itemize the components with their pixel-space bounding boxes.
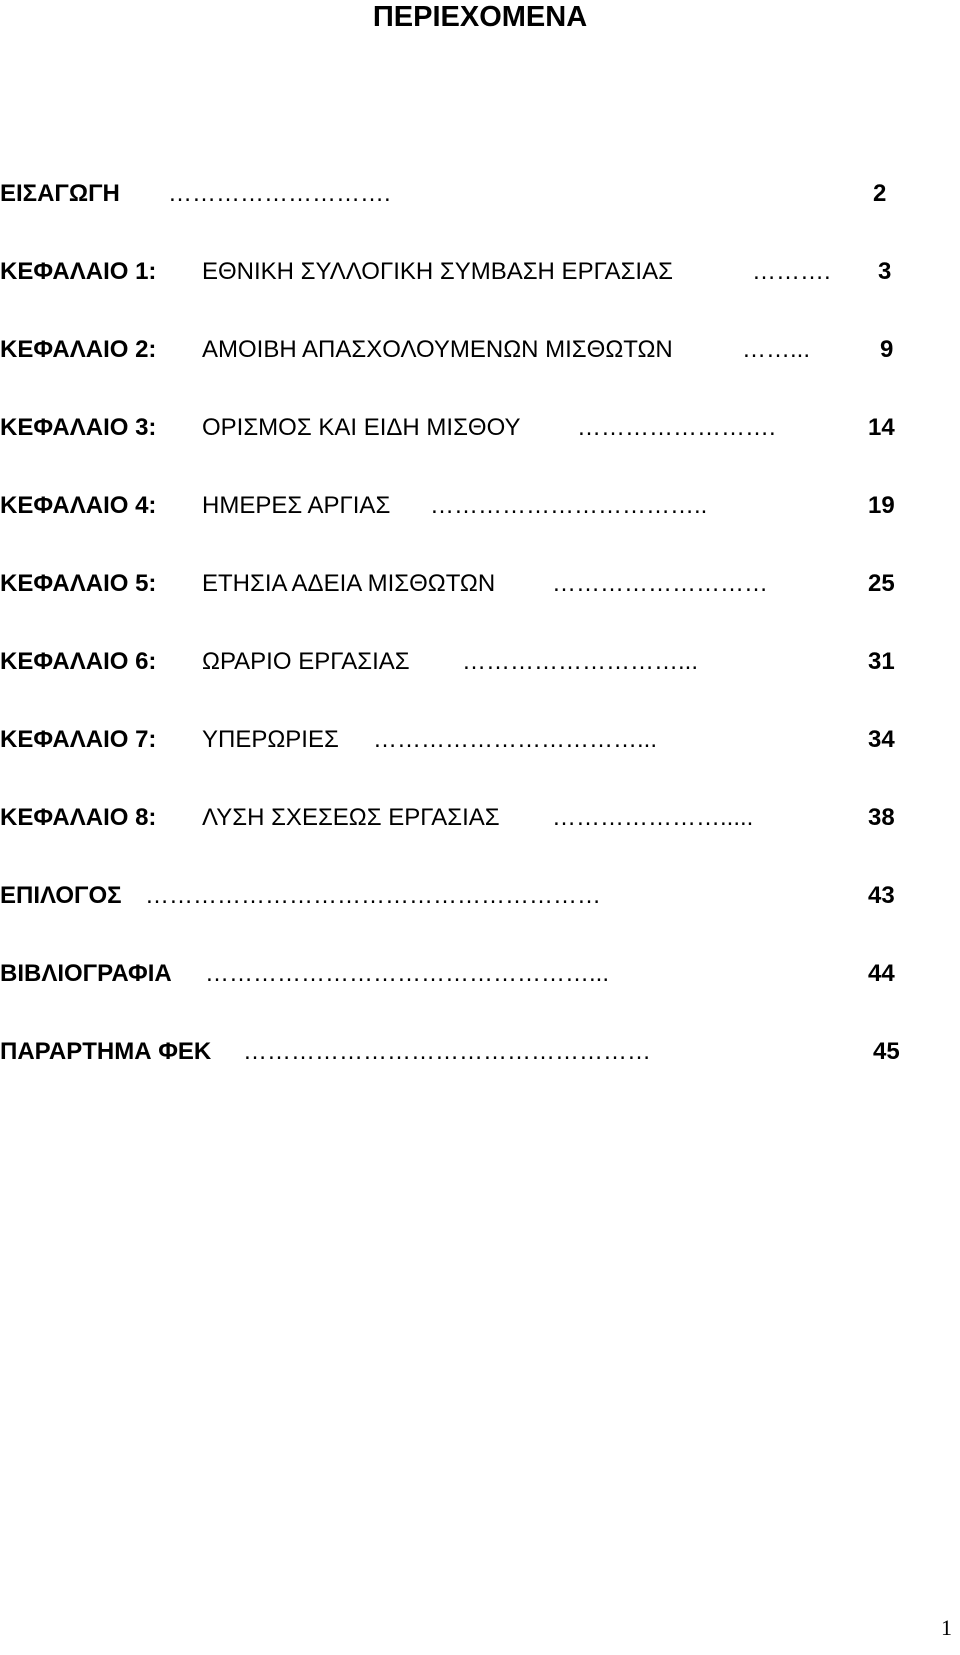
toc-entry-label: ΚΕΦΑΛΑΙΟ 1:: [0, 258, 157, 285]
toc-entry-appendix[interactable]: [0, 1035, 900, 1069]
toc-entry-page: 25: [868, 570, 895, 597]
toc-entry-page: 3: [878, 258, 892, 285]
toc-entry-page: 38: [868, 804, 895, 831]
toc-entry-label: ΕΠΙΛΟΓΟΣ: [0, 882, 122, 909]
toc-entry-dots: ………………….....: [552, 804, 754, 831]
page-number: 1: [941, 1615, 952, 1640]
toc-entry-page: 2: [873, 180, 887, 207]
toc-entry-label: ΚΕΦΑΛΑΙΟ 4:: [0, 492, 157, 519]
toc-entry-page: 14: [868, 414, 895, 441]
toc-entry-page: 44: [868, 960, 895, 987]
toc-entry-chapter-title: ΗΜΕΡΕΣ ΑΡΓΙΑΣ: [202, 492, 391, 519]
toc-entry-chapter-5[interactable]: [0, 567, 900, 601]
toc-entry-dots: …………………………………………………: [145, 882, 601, 909]
toc-entry-label: ΒΙΒΛΙΟΓΡΑΦΙΑ: [0, 960, 172, 987]
toc-entry-bibliography[interactable]: [0, 957, 900, 991]
toc-entry-label: ΚΕΦΑΛΑΙΟ 7:: [0, 726, 157, 753]
toc-entry-label: ΚΕΦΑΛΑΙΟ 6:: [0, 648, 157, 675]
toc-entry-dots: ………………………: [552, 570, 768, 597]
toc-entry-chapter-2[interactable]: [0, 333, 900, 367]
toc-entry-chapter-title: ΕΤΗΣΙΑ ΑΔΕΙΑ ΜΙΣΘΩΤΩΝ: [202, 570, 496, 597]
toc-entry-chapter-1[interactable]: [0, 255, 900, 289]
toc-entry-chapter-title: ΟΡΙΣΜΟΣ ΚΑΙ ΕΙΔΗ ΜΙΣΘΟΥ: [202, 414, 521, 441]
toc-entry-label: ΚΕΦΑΛΑΙΟ 2:: [0, 336, 157, 363]
toc-entry-epilogue[interactable]: [0, 879, 900, 913]
toc-entry-chapter-8[interactable]: [0, 801, 900, 835]
toc-entry-dots: ………………………...: [462, 648, 699, 675]
toc-entry-page: 43: [868, 882, 895, 909]
toc-entry-dots: ……………………………………………: [243, 1038, 651, 1065]
toc-entry-label: ΚΕΦΑΛΑΙΟ 8:: [0, 804, 157, 831]
toc-title: ΠΕΡΙΕΧΟΜΕΝΑ: [372, 1, 588, 33]
toc-entry-chapter-title: ΕΘΝΙΚΗ ΣΥΛΛΟΓΙΚΗ ΣΥΜΒΑΣΗ ΕΡΓΑΣΙΑΣ: [202, 258, 673, 285]
toc-entry-introduction[interactable]: [0, 177, 900, 211]
toc-entry-dots: ……………………….: [168, 180, 391, 207]
toc-entry-dots: ……………………………..: [430, 492, 708, 519]
toc-entry-page: 31: [868, 648, 895, 675]
toc-entry-dots: ……...: [742, 336, 811, 363]
toc-entry-page: 34: [868, 726, 895, 753]
toc-entry-label: ΕΙΣΑΓΩΓΗ: [0, 180, 120, 207]
toc-entry-page: 9: [880, 336, 894, 363]
toc-entry-dots: ……….: [752, 258, 831, 285]
toc-entry-chapter-title: ΑΜΟΙΒΗ ΑΠΑΣΧΟΛΟΥΜΕΝΩΝ ΜΙΣΘΩΤΩΝ: [202, 336, 673, 363]
toc-entry-chapter-4[interactable]: [0, 489, 900, 523]
toc-entry-page: 45: [873, 1038, 900, 1065]
toc-entry-chapter-3[interactable]: [0, 411, 900, 445]
toc-entry-label: ΚΕΦΑΛΑΙΟ 5:: [0, 570, 157, 597]
toc-entry-dots: …………………….: [577, 414, 776, 441]
toc-entry-chapter-title: ΩΡΑΡΙΟ ΕΡΓΑΣΙΑΣ: [202, 648, 410, 675]
toc-entry-label: ΚΕΦΑΛΑΙΟ 3:: [0, 414, 157, 441]
toc-entry-chapter-6[interactable]: [0, 645, 900, 679]
toc-entry-label: ΠΑΡΑΡΤΗΜΑ ΦΕΚ: [0, 1038, 212, 1065]
toc-entry-chapter-7[interactable]: [0, 723, 900, 757]
toc-entry-dots: ……………………………...: [373, 726, 658, 753]
toc-entry-chapter-title: ΥΠΕΡΩΡΙΕΣ: [202, 726, 339, 753]
toc-entry-page: 19: [868, 492, 895, 519]
toc-entry-chapter-title: ΛΥΣΗ ΣΧΕΣΕΩΣ ΕΡΓΑΣΙΑΣ: [202, 804, 500, 831]
toc-entry-dots: …………………………………………...: [205, 960, 610, 987]
